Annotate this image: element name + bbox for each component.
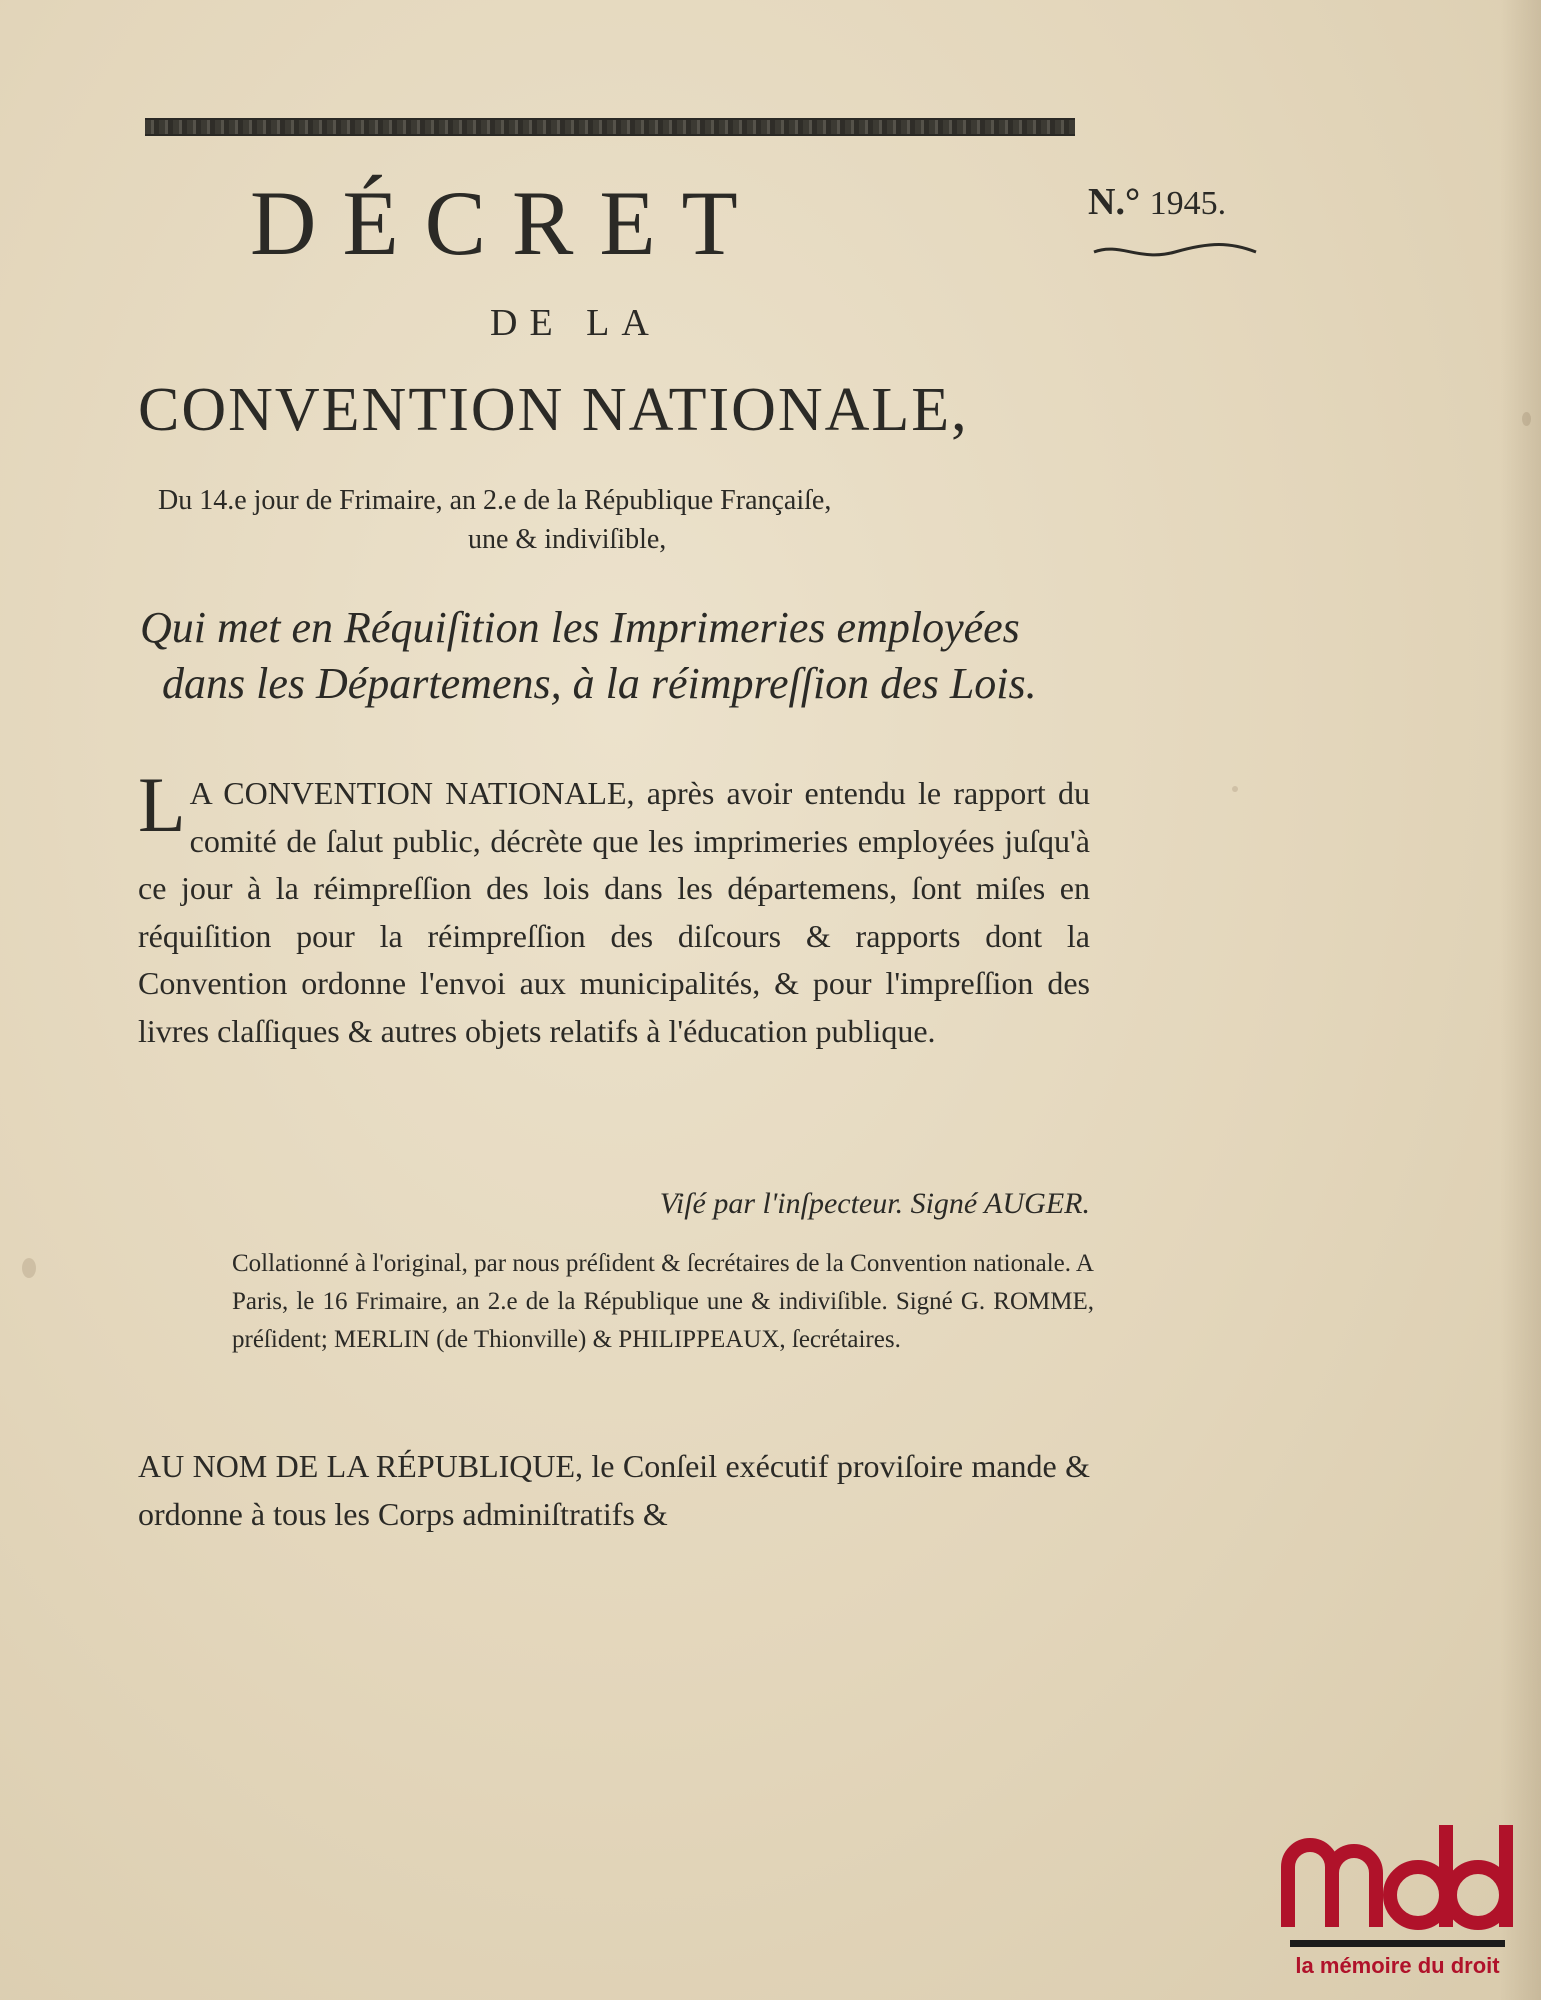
title-convention-nationale: CONVENTION NATIONALE,: [138, 376, 969, 444]
title-subtitle-de-la: DE LA: [490, 302, 661, 344]
inspector-signature: Viſé par l'inſpecteur. Signé AUGER.: [659, 1187, 1090, 1220]
page-fold-shadow: [1500, 0, 1541, 2000]
mdd-logo: [1280, 1815, 1515, 1985]
date-line-2: une & indiviſible,: [468, 524, 667, 555]
logo-underline: [1290, 1940, 1505, 1947]
decree-number-value: 1945.: [1149, 185, 1227, 222]
mdd-logo-mark: [1280, 1815, 1515, 1935]
decree-body-text: A CONVENTION NATIONALE, après avoir entendu le rapport du comité de ſalut public, décrète que les imprimeries employées juſqu'à ce jour à la réimpreſſion des lois dans les départemens, ſont miſes en réquiſition pour la réimpreſſion des diſcours & rapports dont la Convention ordonne l'envoi aux municipalités, & pour l'impreſſion des livres claſſiques & autres objets relatifs à l'éducation publique.: [138, 775, 1090, 1049]
executive-order-paragraph: AU NOM DE LA RÉPUBLIQUE, le Conſeil exécutif proviſoire mande & ordonne à tous les Corps adminiſtratifs &: [138, 1448, 1090, 1532]
subject-line-1: Qui met en Réquiſition les Imprimeries employées: [140, 603, 1020, 652]
paper-stain: [1232, 786, 1238, 792]
paper-stain: [22, 1258, 36, 1278]
flourish-icon: [1090, 240, 1260, 264]
subject-line-2: dans les Départemens, à la réimpreſſion des Lois.: [162, 659, 1037, 708]
decree-number-label: N.°: [1088, 181, 1141, 223]
collation-paragraph: Collationné à l'original, par nous préſident & ſecrétaires de la Convention nationale. A Paris, le 16 Frimaire, an 2.e de la République une & indiviſible. Signé G. ROMME, préſident; MERLIN (de Thionville) & PHILIPPEAUX, ſecrétaires.: [232, 1250, 1094, 1353]
decree-subject: [140, 600, 1100, 720]
drop-cap: L: [138, 761, 186, 848]
paper-stain: [1522, 412, 1531, 426]
date-line-1: Du 14.e jour de Frimaire, an 2.e de la République Françaiſe,: [158, 485, 832, 516]
decree-number: [1088, 180, 1288, 230]
decree-body: [138, 761, 1090, 1165]
document-title: DÉCRET: [250, 172, 764, 274]
ornamental-rule: [145, 118, 1075, 136]
logo-tagline: la mémoire du droit: [1295, 1953, 1500, 1978]
